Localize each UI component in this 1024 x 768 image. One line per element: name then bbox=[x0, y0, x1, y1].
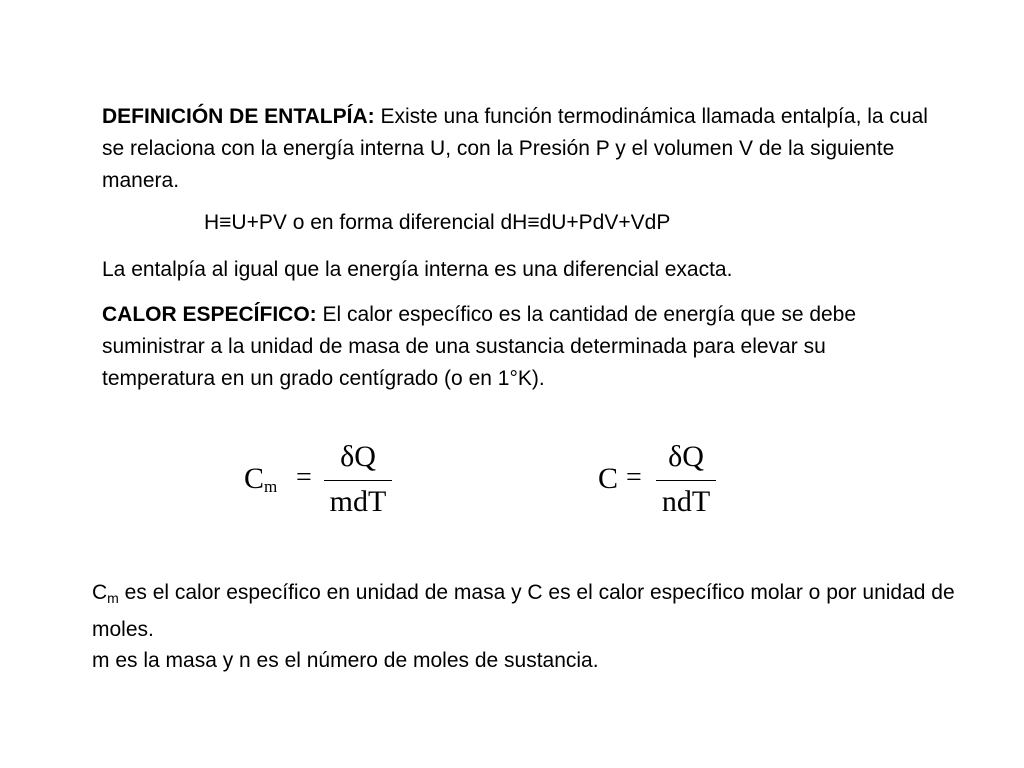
explanation-line1: es el calor específico en unidad de masa y C es el calor específico molar o por unidad de moles. bbox=[92, 581, 955, 641]
formula-numerator: δQ bbox=[668, 440, 704, 473]
formula-denominator: ndT bbox=[661, 485, 711, 518]
formula-denominator: mdT bbox=[329, 485, 387, 518]
enthalpy-text: Existe una función termodinámica llamada entalpía, la cual se relaciona con la energía interna U, con la Presión P y el volumen V de la siguiente manera. bbox=[102, 105, 928, 192]
formula-equals: = bbox=[296, 462, 312, 493]
formula-equals: = bbox=[626, 462, 642, 493]
enthalpy-definition bbox=[102, 101, 942, 197]
specific-heat-definition bbox=[102, 299, 942, 395]
variables-explanation bbox=[92, 577, 992, 676]
cm-subscript: m bbox=[107, 590, 119, 606]
fraction-bar bbox=[324, 480, 392, 481]
exact-differential-text: La entalpía al igual que la energía interna es una diferencial exacta. bbox=[102, 258, 733, 281]
formula-lhs bbox=[244, 462, 277, 497]
formula-numerator: δQ bbox=[340, 440, 376, 473]
formula-fraction bbox=[324, 440, 392, 519]
cm-symbol: C bbox=[92, 581, 108, 604]
mass-specific-heat-formula bbox=[244, 440, 404, 530]
formula-fraction bbox=[656, 440, 716, 519]
exact-differential-note bbox=[102, 254, 942, 286]
explanation-line2: m es la masa y n es el número de moles de sustancia. bbox=[92, 649, 599, 672]
formula-lhs-subscript: m bbox=[264, 477, 278, 496]
enthalpy-equation bbox=[204, 207, 904, 239]
enthalpy-heading: DEFINICIÓN DE ENTALPÍA: bbox=[102, 105, 375, 128]
fraction-bar bbox=[656, 480, 716, 481]
molar-specific-heat-formula bbox=[598, 440, 728, 530]
formula-lhs: C bbox=[598, 462, 619, 495]
specific-heat-heading: CALOR ESPECÍFICO: bbox=[102, 303, 317, 326]
specific-heat-text: El calor específico es la cantidad de energía que se debe suministrar a la unidad de masa de una sustancia determinada para elevar su temperatura en un grado centígrado (o en 1°K). bbox=[102, 303, 857, 390]
enthalpy-equation-text: H≡U+PV o en forma diferencial dH≡dU+PdV+VdP bbox=[204, 211, 671, 234]
formula-lhs-symbol: C bbox=[244, 462, 265, 495]
